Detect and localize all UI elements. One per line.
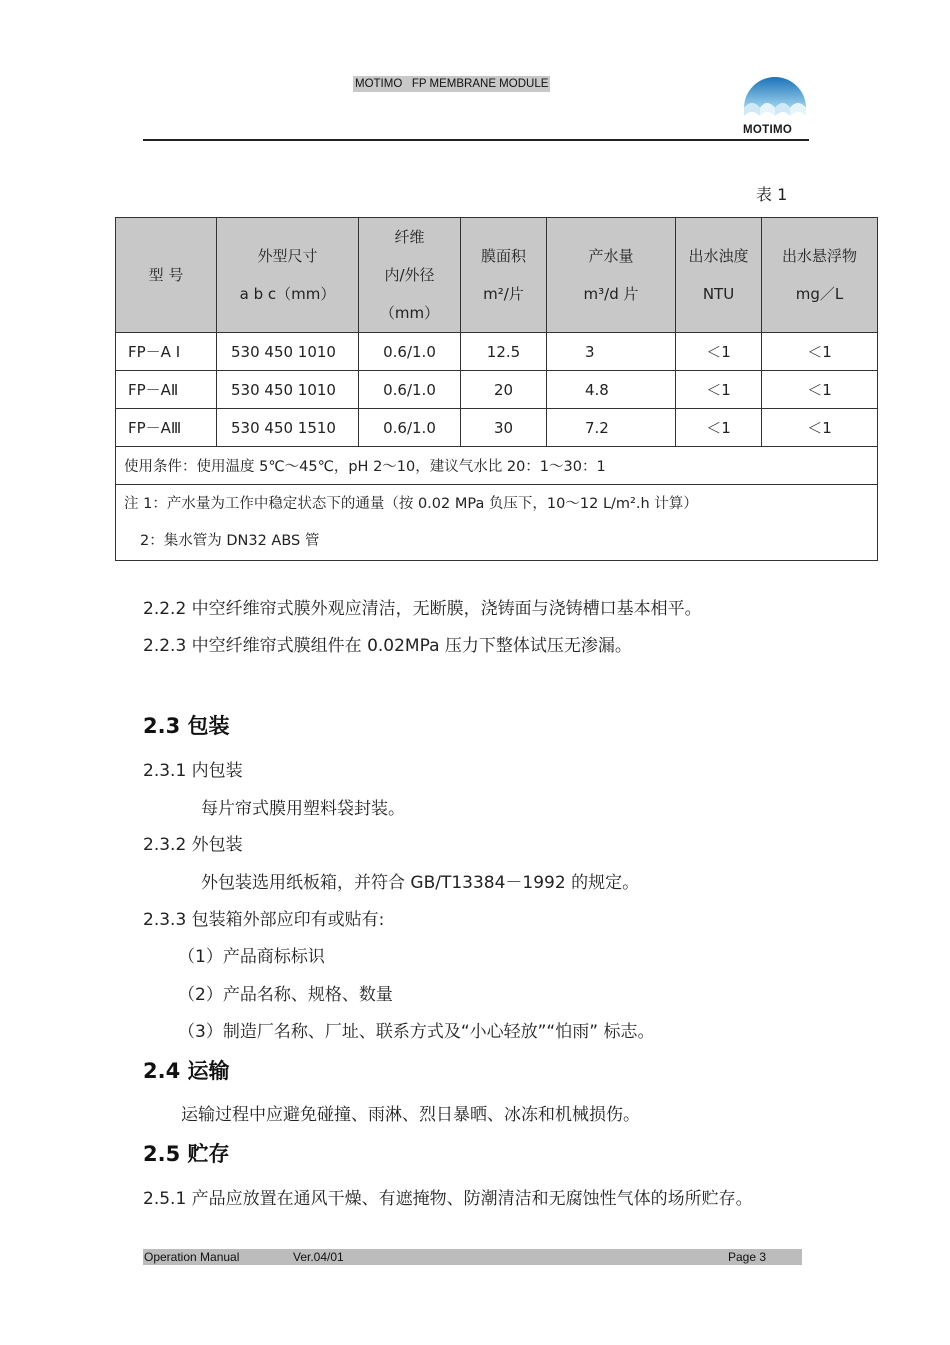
paragraph-2-2-3: 2.2.3 中空纤维帘式膜组件在 0.02MPa 压力下整体试压无渗漏。 <box>143 636 632 656</box>
table-row <box>116 409 878 447</box>
footer-manual-label: Operation Manual <box>144 1250 240 1264</box>
table-caption: 表 1 <box>756 185 788 204</box>
paragraph-2-5-1: 2.5.1 产品应放置在通风干燥、有遮掩物、防潮清洁和无腐蚀性气体的场所贮存。 <box>143 1189 753 1209</box>
header-cell-turbidity: 出水浊度 NTU <box>676 218 762 333</box>
table-cell: 30 <box>461 409 547 447</box>
table-cell: ＜1 <box>762 409 878 447</box>
table-cell: ＜1 <box>762 333 878 371</box>
table-cell: ＜1 <box>676 333 762 371</box>
header-title: MOTIMO FP MEMBRANE MODULE <box>355 78 549 90</box>
list-item: （1）产品商标标识 <box>178 947 325 967</box>
heading-2-3-2: 2.3.2 外包装 <box>143 835 243 855</box>
note-1: 注 1：产水量为工作中稳定状态下的通量（按 0.02 MPa 负压下，10～12 L/m².h 计算） <box>124 495 698 512</box>
table-cell: ＜1 <box>762 371 878 409</box>
table-cell: 12.5 <box>461 333 547 371</box>
heading-2-3: 2.3 包装 <box>143 714 230 738</box>
table-cell: 530 450 1010 <box>217 333 359 371</box>
table-cell: 0.6/1.0 <box>359 333 461 371</box>
table-notes-row <box>116 485 878 561</box>
header-cell-fiber: 纤维 内/外径 （mm） <box>359 218 461 333</box>
table-cell: 530 450 1010 <box>217 371 359 409</box>
notes-cell <box>116 485 878 561</box>
footer-page-number: Page 3 <box>728 1250 767 1264</box>
table-cell: 4.8 <box>547 371 676 409</box>
footer-bar <box>143 1249 802 1265</box>
heading-2-3-3: 2.3.3 包装箱外部应印有或贴有: <box>143 910 385 930</box>
paragraph-2-3-2: 外包装选用纸板箱，并符合 GB/T13384－1992 的规定。 <box>201 873 640 893</box>
table-row <box>116 333 878 371</box>
table-cell: 530 450 1510 <box>217 409 359 447</box>
table-cell: 0.6/1.0 <box>359 409 461 447</box>
note-2: 2：集水管为 DN32 ABS 管 <box>140 532 320 549</box>
heading-2-3-1: 2.3.1 内包装 <box>143 761 243 781</box>
table-cell: 3 <box>547 333 676 371</box>
table-conditions-row <box>116 447 878 485</box>
list-item: （2）产品名称、规格、数量 <box>178 985 393 1005</box>
heading-2-4: 2.4 运输 <box>143 1059 230 1083</box>
table-cell: ＜1 <box>676 409 762 447</box>
header-rule <box>143 139 809 141</box>
heading-2-5: 2.5 贮存 <box>143 1142 230 1166</box>
paragraph-2-2-2: 2.2.2 中空纤维帘式膜外观应清洁，无断膜，浇铸面与浇铸槽口基本相平。 <box>143 599 702 619</box>
paragraph-2-4: 运输过程中应避免碰撞、雨淋、烈日暴晒、冰冻和机械损伤。 <box>181 1105 640 1125</box>
header-cell-dimensions: 外型尺寸 a b c（mm） <box>217 218 359 333</box>
table-row <box>116 371 878 409</box>
table-cell: FP－A Ⅰ <box>116 333 217 371</box>
paragraph-2-3-1: 每片帘式膜用塑料袋封装。 <box>201 799 405 819</box>
table-cell: FP－AⅡ <box>116 371 217 409</box>
logo-text: MOTIMO <box>743 124 793 136</box>
table-header-row <box>116 218 878 333</box>
header-cell-area: 膜面积 m²/片 <box>461 218 547 333</box>
table-cell: FP－AⅢ <box>116 409 217 447</box>
table-cell: 7.2 <box>547 409 676 447</box>
table-cell: 0.6/1.0 <box>359 371 461 409</box>
conditions-cell: 使用条件：使用温度 5℃～45℃，pH 2～10，建议气水比 20：1～30：1 <box>116 447 878 485</box>
table-cell: 20 <box>461 371 547 409</box>
header-cell-model: 型 号 <box>116 218 217 333</box>
header-cell-output: 产水量 m³/d 片 <box>547 218 676 333</box>
footer-version: Ver.04/01 <box>293 1250 344 1264</box>
spec-table <box>115 217 878 561</box>
header-cell-suspended: 出水悬浮物 mg／L <box>762 218 878 333</box>
list-item: （3）制造厂名称、厂址、联系方式及“小心轻放”“怕雨” 标志。 <box>178 1022 655 1042</box>
table-cell: ＜1 <box>676 371 762 409</box>
